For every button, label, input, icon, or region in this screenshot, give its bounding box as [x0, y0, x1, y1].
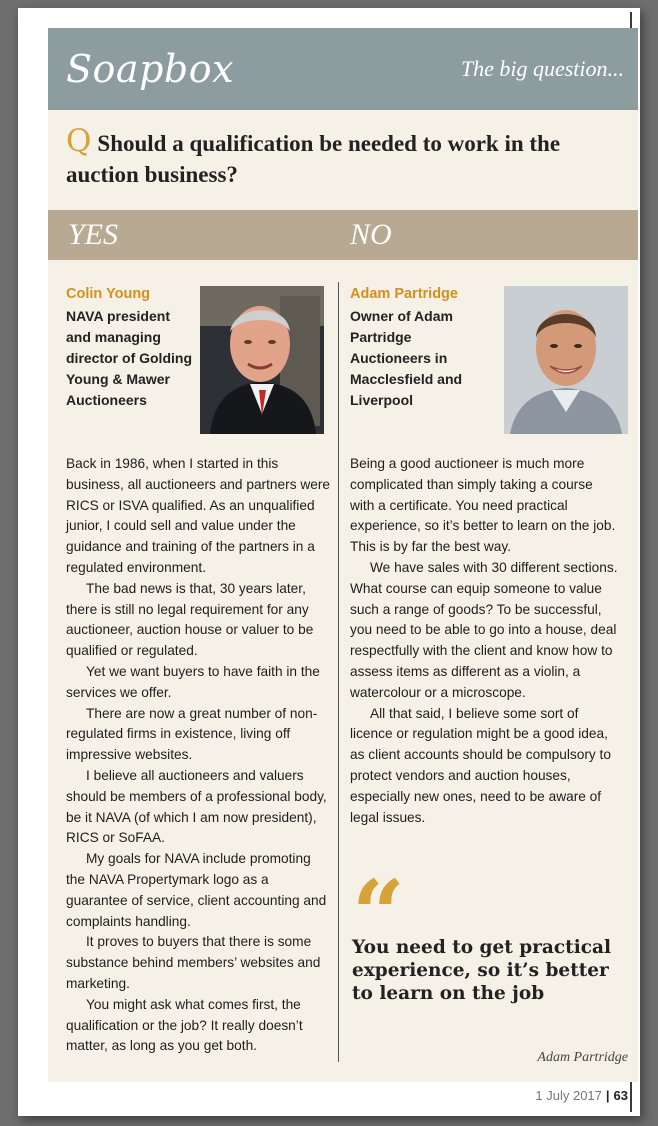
yes-paragraph: I believe all auctioneers and valuers should be members of a professional body, be it NAVA (of which I am now president), RICS or SoFAA.	[66, 767, 327, 846]
footer-separator: |	[605, 1088, 610, 1103]
section-header	[48, 28, 638, 110]
pull-quote-attribution: Adam Partridge	[537, 1050, 628, 1065]
article-body	[48, 110, 638, 1082]
no-paragraph: Being a good auctioneer is much more complicated than simply taking a course with a certificate. You need practical experience, so it’s better to learn on the job. This is by far the best way.	[350, 456, 616, 555]
no-paragraph: We have sales with 30 different sections. What course can equip someone to value such a range of goods? To be successful, you need to be able to go into a house, deal respectfully with the client and know how to assess items as different as a violin, a watercolour or a microscope.	[350, 559, 618, 700]
no-role-line: Owner of Adam	[350, 308, 453, 324]
no-role-line: Macclesfield and	[350, 371, 463, 387]
yes-author-role	[66, 306, 192, 411]
yes-author-name: Colin Young	[66, 286, 151, 302]
yes-role-line: Auctioneers	[66, 392, 147, 408]
yes-paragraph: Back in 1986, when I started in this business, all auctioneers and partners were RICS or ISVA qualified. As an unqualified junior, I could sell and value under the guidance and training of the partners in a regulated environment.	[66, 456, 331, 575]
no-author-role	[350, 306, 462, 411]
yes-role-line: NAVA president	[66, 308, 170, 324]
no-role-line: Auctioneers in	[350, 350, 448, 366]
section-tagline: The big question...	[460, 56, 624, 81]
question-text: Should a qualification be needed to work in the auction business?	[66, 131, 561, 187]
issue-date: 1 July 2017	[535, 1088, 602, 1103]
section-title: Soapbox	[66, 47, 235, 91]
no-heading: NO	[350, 218, 392, 251]
no-role-line: Partridge	[350, 329, 412, 345]
adam-partridge-photo	[504, 286, 628, 434]
yes-paragraph: There are now a great number of non-regulated firms in existence, living off impressive websites.	[66, 705, 318, 763]
yes-heading: YES	[68, 218, 119, 251]
question-letter: Q	[66, 123, 92, 159]
yes-role-line: Young & Mawer	[66, 371, 170, 387]
page-footer	[498, 1088, 628, 1103]
magazine-page	[18, 8, 640, 1116]
yes-paragraph: You might ask what comes first, the qualification or the job? It really doesn’t matter, as long as you get both.	[66, 996, 303, 1054]
yes-role-line: director of Golding	[66, 350, 192, 366]
yes-role-line: and managing	[66, 329, 161, 345]
no-paragraph: All that said, I believe some sort of licence or regulation might be a good idea, as client accounts should be compulsory to protect vendors and auction houses, especially new ones, need to be aware of legal issues.	[350, 705, 611, 825]
yes-paragraph: My goals for NAVA include promoting the NAVA Propertymark logo as a guarantee of service, client accounting and complaints handling.	[66, 851, 327, 929]
quote-mark-icon: “	[352, 860, 405, 968]
colin-young-photo	[200, 286, 324, 434]
big-question	[66, 123, 606, 190]
yes-argument	[66, 454, 330, 1057]
yes-paragraph: Yet we want buyers to have faith in the services we offer.	[66, 663, 320, 700]
pull-quote: You need to get practical experience, so it’s better to learn on the job	[352, 937, 611, 1004]
page-number: 63	[613, 1088, 628, 1103]
yes-paragraph: The bad news is that, 30 years later, there is still no legal requirement for any auctioneer, auction house or valuer to be qualified or regulated.	[66, 580, 314, 659]
column-divider	[338, 282, 339, 1062]
no-argument	[350, 454, 620, 828]
yes-no-banner	[48, 210, 638, 260]
no-author-name: Adam Partridge	[350, 286, 458, 302]
no-role-line: Liverpool	[350, 392, 414, 408]
yes-paragraph: It proves to buyers that there is some substance behind members’ websites and marketing.	[66, 934, 321, 991]
